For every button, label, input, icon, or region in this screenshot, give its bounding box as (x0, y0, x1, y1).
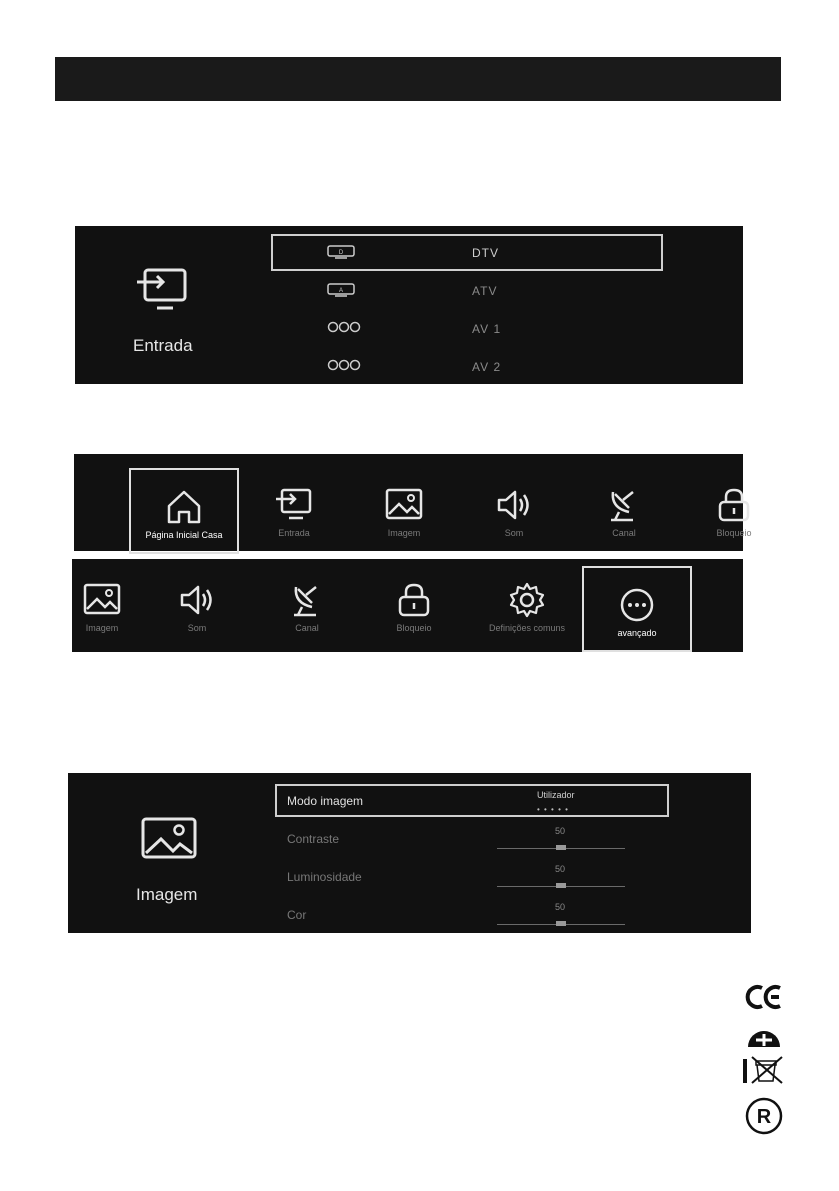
menu-label: Definições comuns (488, 623, 566, 633)
input-source-icon (273, 484, 315, 526)
lock-icon (393, 579, 435, 621)
home-menu-strip-scrolled (72, 559, 743, 652)
menu-item-channel[interactable] (252, 563, 362, 649)
menu-label: Som (187, 623, 207, 633)
source-label: AV 1 (472, 322, 502, 336)
slider-thumb[interactable] (556, 921, 566, 926)
ce-mark (744, 985, 784, 1009)
menu-label: Som (504, 528, 524, 538)
setting-label: Contraste (287, 832, 340, 846)
dtv-icon (327, 245, 355, 259)
setting-label: Cor (287, 908, 307, 922)
brightness-slider[interactable] (497, 886, 625, 887)
satellite-dish-icon (603, 484, 645, 526)
menu-item-channel[interactable] (569, 468, 679, 554)
menu-item-sound[interactable] (142, 563, 252, 649)
lock-icon (713, 484, 755, 526)
source-item-av1[interactable] (75, 314, 743, 344)
contrast-slider[interactable] (497, 848, 625, 849)
rohs-mark (743, 1097, 785, 1135)
speaker-icon (176, 579, 218, 621)
menu-item-picture[interactable] (349, 468, 459, 554)
setting-value: 50 (555, 902, 566, 912)
svg-text:D: D (338, 250, 344, 256)
setting-contrast[interactable] (275, 824, 668, 856)
weee-bin-mark (742, 1055, 786, 1085)
source-label: ATV (472, 284, 498, 298)
section-header-bar (55, 57, 781, 101)
menu-label: Imagem (85, 623, 119, 633)
picture-icon (139, 813, 199, 863)
menu-item-lock[interactable] (359, 563, 469, 649)
menu-label: Entrada (278, 528, 310, 538)
picture-icon (81, 579, 123, 621)
setting-picture-mode[interactable] (275, 786, 668, 818)
source-label: AV 2 (472, 360, 502, 374)
svg-text:R: R (756, 1106, 772, 1128)
setting-color[interactable] (275, 900, 668, 932)
satellite-dish-icon (286, 579, 328, 621)
home-menu-strip (74, 454, 752, 551)
setting-label: Modo imagem (287, 794, 364, 808)
setting-value: 50 (555, 826, 566, 836)
picture-title: Imagem (136, 885, 198, 904)
menu-item-common-settings[interactable] (472, 563, 582, 649)
svg-text:A: A (338, 288, 344, 294)
input-title: Entrada (133, 336, 193, 355)
setting-value: 50 (555, 864, 566, 874)
slider-thumb[interactable] (556, 845, 566, 850)
setting-label: Luminosidade (287, 870, 362, 884)
menu-label: Imagem (387, 528, 421, 538)
av-connector-icon (327, 321, 361, 333)
setting-brightness[interactable] (275, 862, 668, 894)
menu-label: Página Inicial Casa (145, 530, 223, 540)
source-item-dtv[interactable] (75, 238, 743, 268)
setting-value: Utilizador (537, 790, 575, 800)
slider-thumb[interactable] (556, 883, 566, 888)
av-connector-icon (327, 359, 361, 371)
picture-settings-panel (68, 773, 751, 933)
menu-label: Canal (295, 623, 319, 633)
source-item-av2[interactable] (75, 352, 743, 382)
menu-item-picture[interactable] (47, 563, 157, 649)
menu-label: Bloqueio (396, 623, 432, 633)
color-slider[interactable] (497, 924, 625, 925)
mode-indicator-dots: • • • • • (537, 805, 569, 814)
menu-label: Canal (612, 528, 636, 538)
menu-item-sound[interactable] (459, 468, 569, 554)
home-icon (163, 486, 205, 528)
source-label: DTV (472, 246, 499, 260)
menu-item-lock[interactable] (679, 468, 789, 554)
more-icon (616, 584, 658, 626)
gear-icon (506, 579, 548, 621)
picture-icon (383, 484, 425, 526)
input-source-panel (75, 226, 743, 384)
menu-item-advanced[interactable] (582, 566, 692, 652)
menu-item-input[interactable] (239, 468, 349, 554)
menu-item-home[interactable] (129, 468, 239, 554)
atv-icon (327, 283, 355, 297)
energy-mark (744, 1020, 784, 1050)
menu-label: Bloqueio (716, 528, 752, 538)
source-item-atv[interactable] (75, 276, 743, 306)
menu-label: avançado (617, 628, 657, 638)
speaker-icon (493, 484, 535, 526)
